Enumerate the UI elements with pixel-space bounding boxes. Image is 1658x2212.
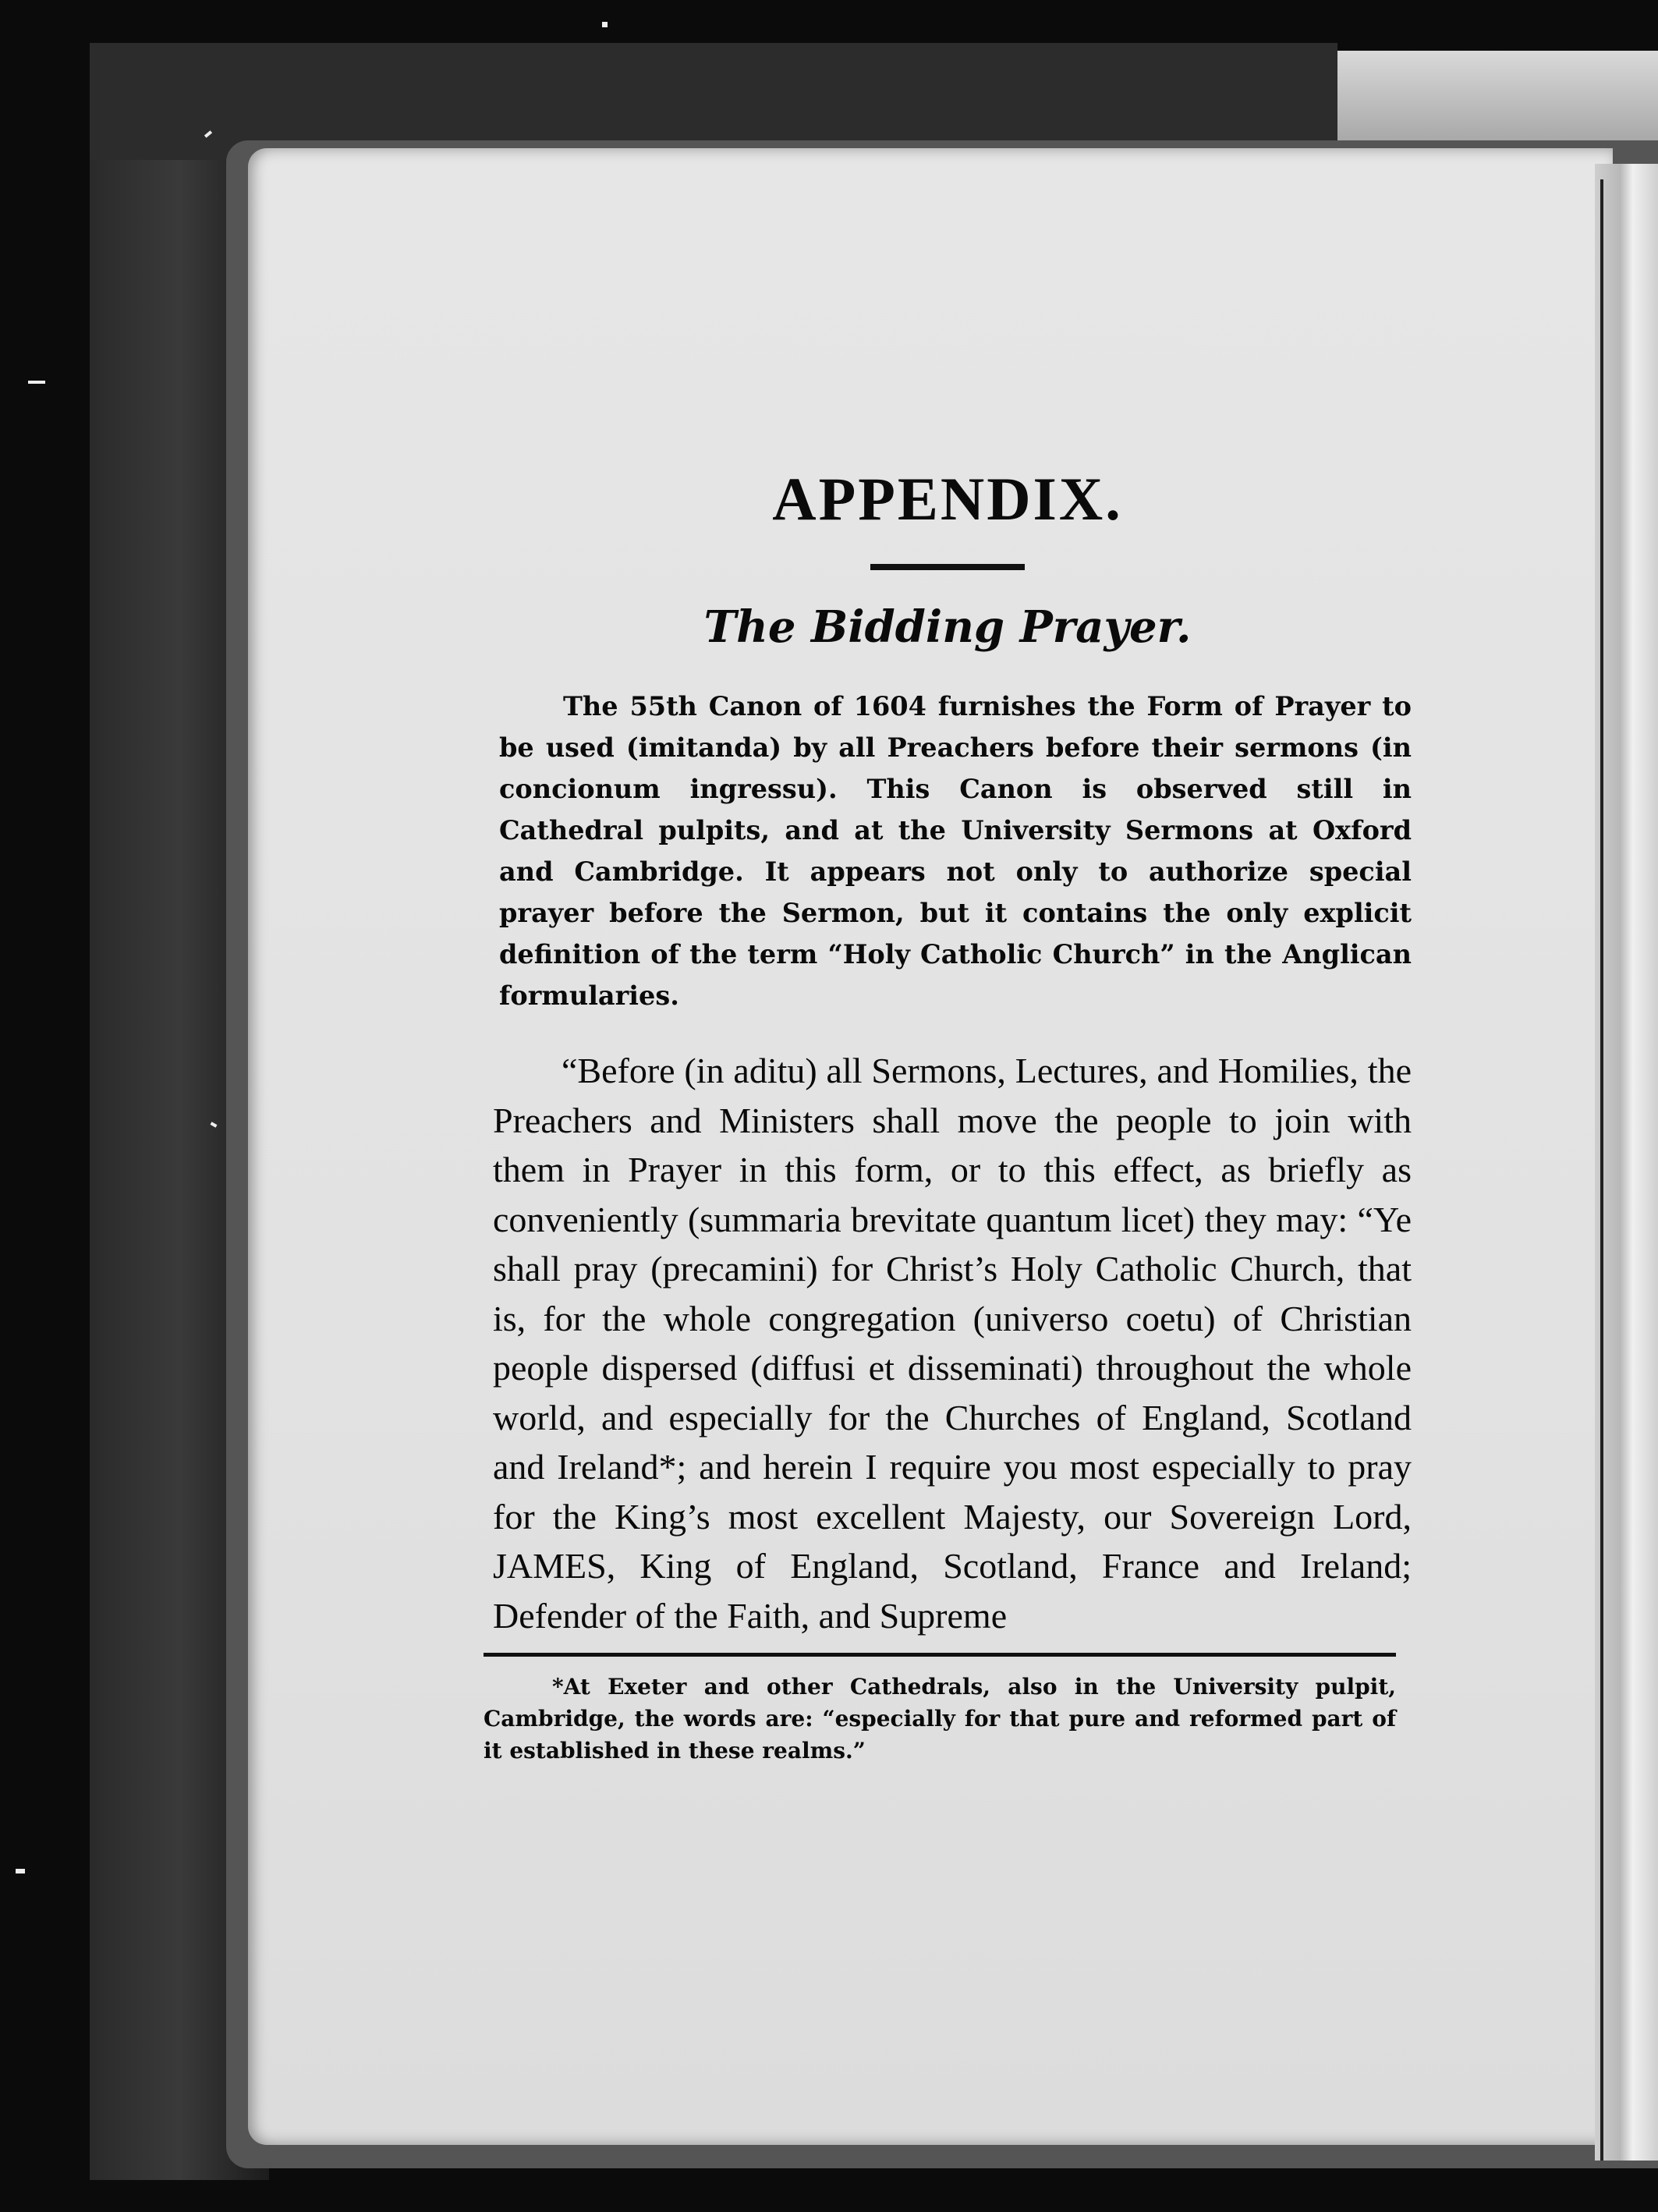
spine-line <box>1600 179 1603 2161</box>
section-title: The Bidding Prayer. <box>703 601 1192 653</box>
title-rule <box>870 564 1025 570</box>
intro-paragraph: The 55th Canon of 1604 furnishes the Form of Prayer to be used (imitanda) by all Preachers before their sermons (in concionum ingressu). This Canon is observed still in Cathedral pulpits, and at the University Sermons at Oxford and Cambridge. It appears not only to authorize special prayer before the Sermon, but it contains the only explicit definition of the term “Holy Catholic Church” in the Anglican formularies. <box>499 691 1412 1011</box>
page-title: APPENDIX. <box>772 465 1123 533</box>
page-gutter <box>1595 164 1658 2161</box>
footnote: *At Exeter and other Cathedrals, also in the University pulpit, Cambridge, the words are: “especially for that pure and reformed part of it established in these realms.” <box>484 1674 1396 1764</box>
footnote-rule <box>484 1653 1396 1657</box>
canon-paragraph: “Before (in aditu) all Sermons, Lectures, and Homilies, the Preachers and Ministers shall move the people to join with them in Prayer in this form, or to this effect, as briefly as conveniently (summaria brevitate quantum licet) they may: “Ye shall pray (precamini) for Christ’s Holy Catholic Church, that is, for the whole congregation (universo coetu) of Christian people dispersed (diffusi et disseminati) throughout the whole world, and especially for the Churches of England, Scotland and Ireland*; and herein I require you most especially to pray for the King’s most excellent Majesty, our Sovereign Lord, JAMES, King of England, Scotland, France and Ireland; Defender of the Faith, and Supreme <box>493 1051 1412 1636</box>
page-content <box>484 456 1412 1767</box>
